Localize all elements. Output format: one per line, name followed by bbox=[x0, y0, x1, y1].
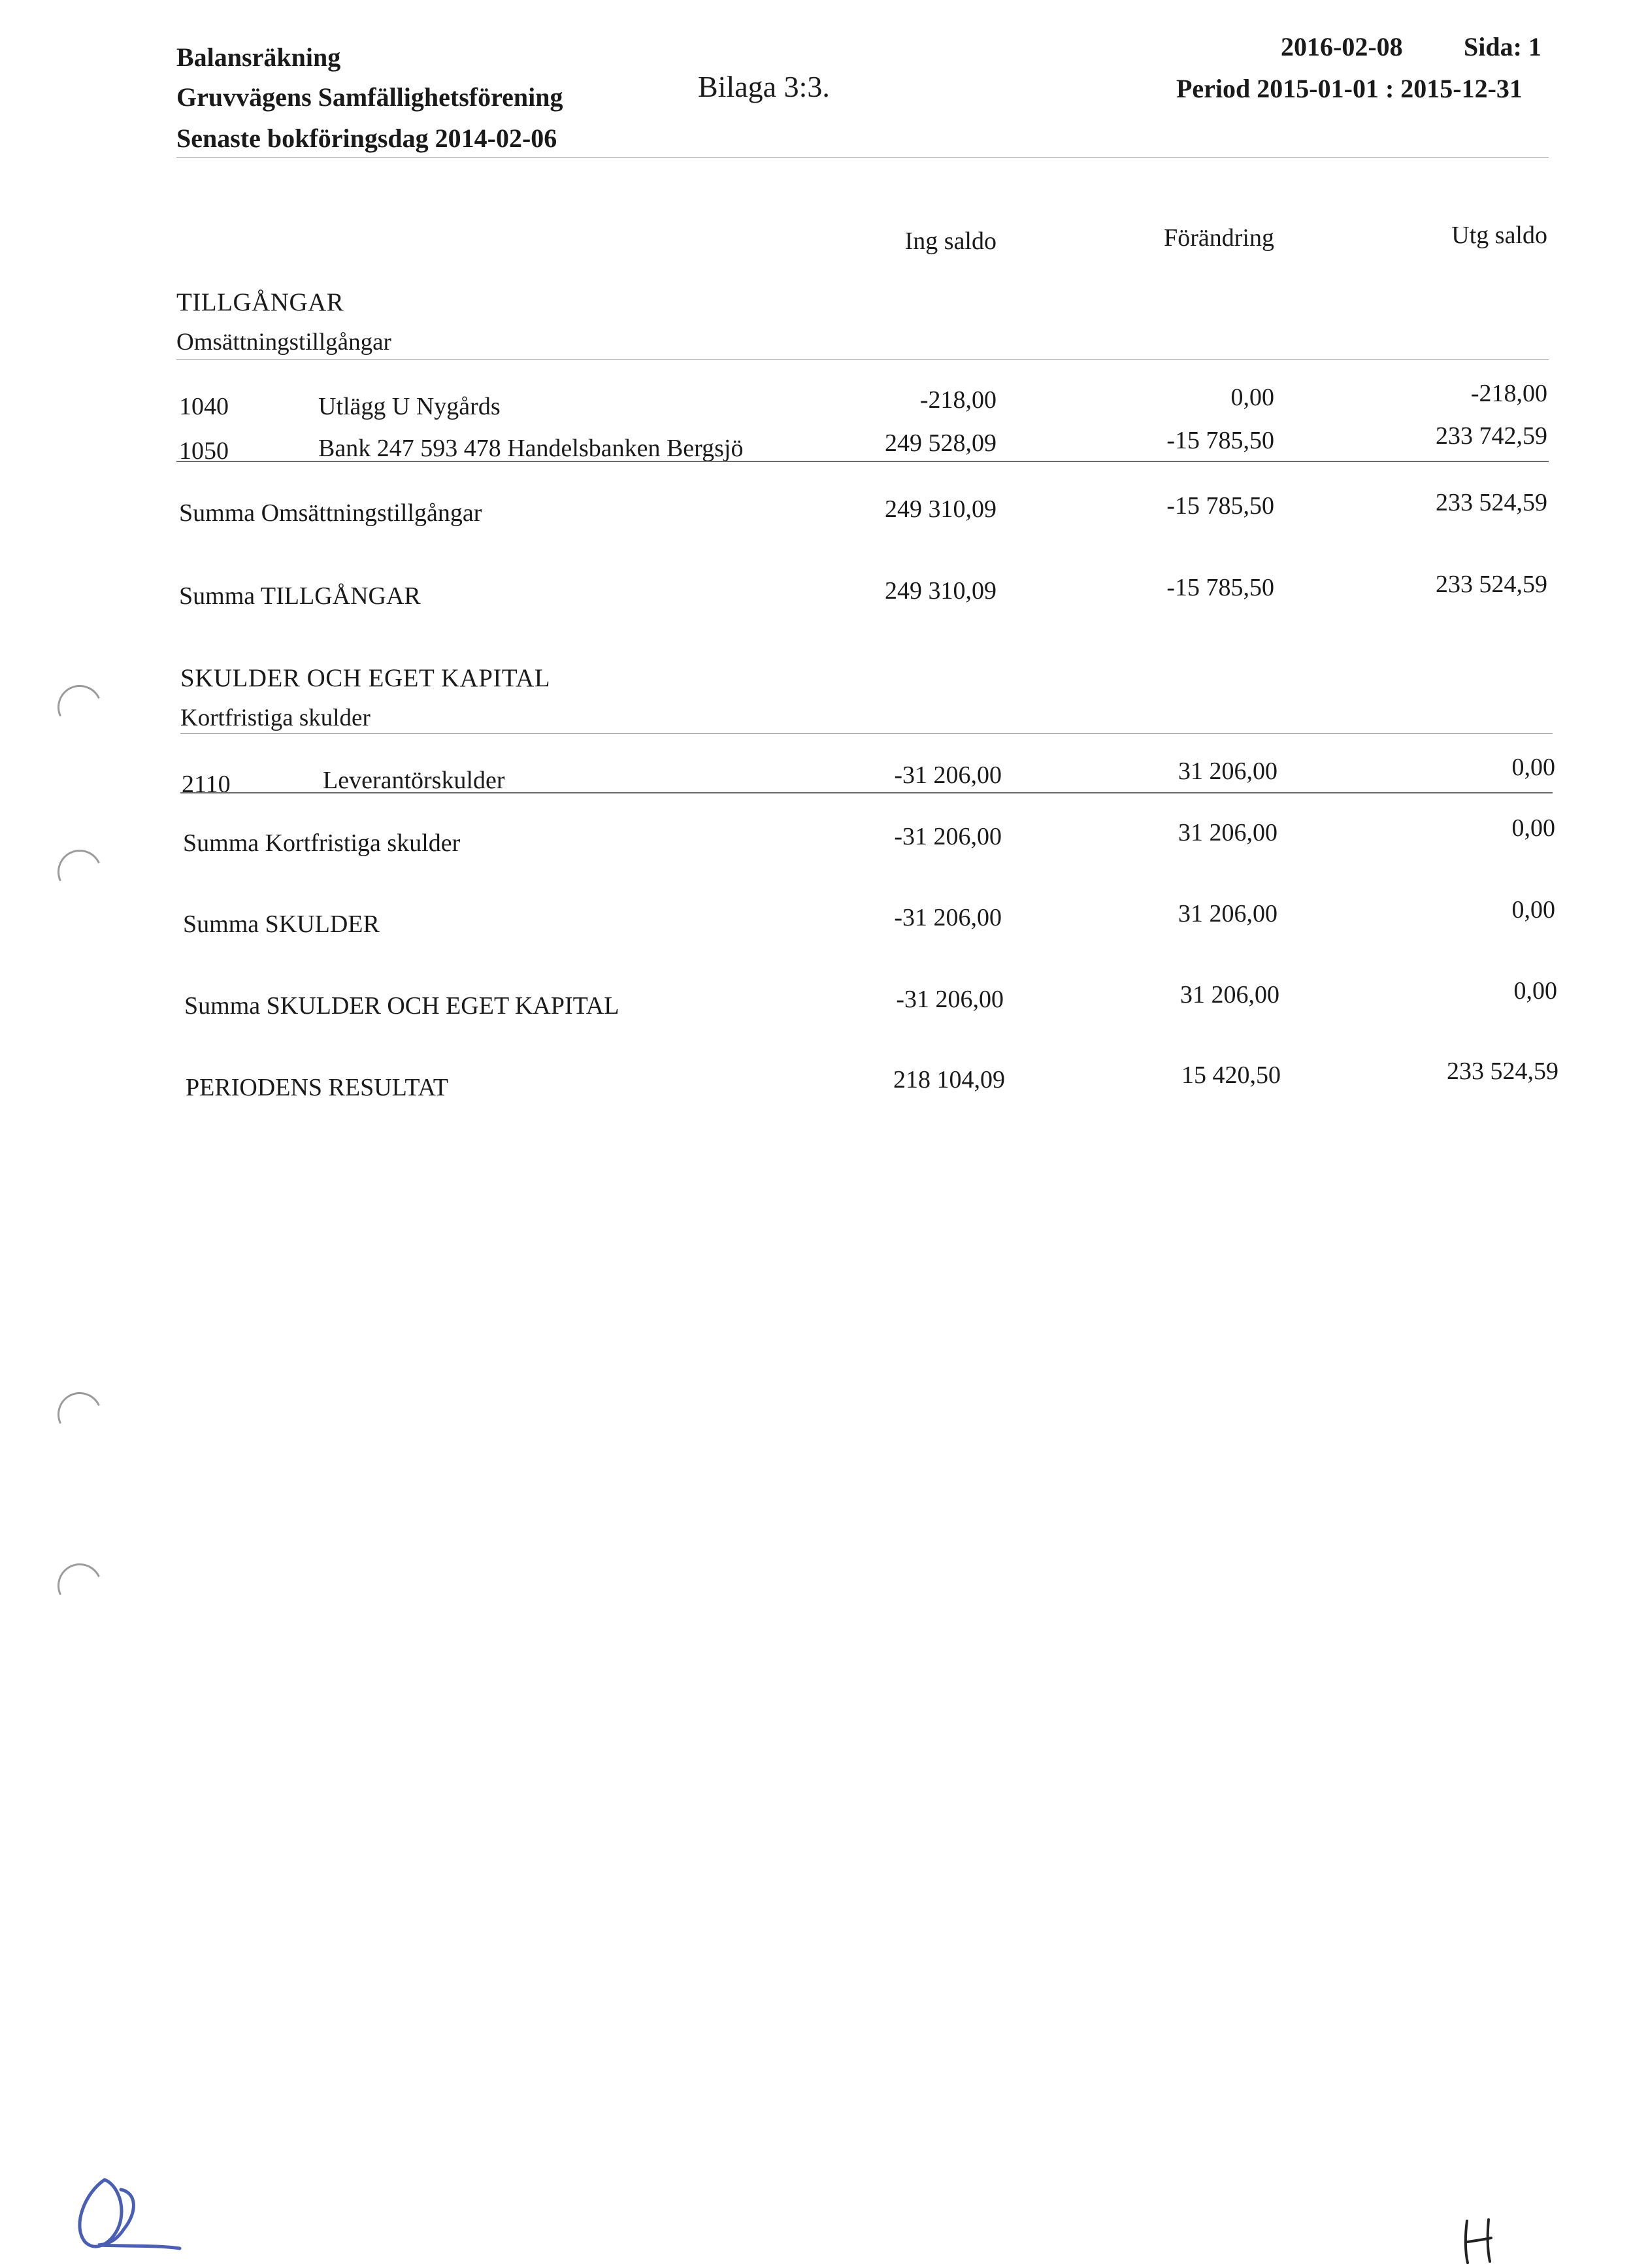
sum-change: 31 206,00 bbox=[1178, 900, 1277, 927]
sum-label: Summa TILLGÅNGAR bbox=[179, 582, 421, 610]
sum-opening: -31 206,00 bbox=[894, 904, 1002, 931]
last-entry-date: Senaste bokföringsdag 2014-02-06 bbox=[176, 124, 557, 153]
opening-balance: 249 528,09 bbox=[885, 429, 997, 457]
sum-closing: 0,00 bbox=[1511, 814, 1555, 842]
sum-opening: 249 310,09 bbox=[885, 495, 997, 523]
opening-balance: -218,00 bbox=[919, 386, 997, 414]
account-number: 2110 bbox=[182, 771, 231, 798]
sum-label: Summa Omsättningstillgångar bbox=[179, 499, 482, 527]
header-divider bbox=[176, 157, 1549, 158]
attachment-label: Bilaga 3:3. bbox=[698, 70, 830, 103]
result-opening: 218 104,09 bbox=[893, 1066, 1005, 1093]
sum-closing: 233 524,59 bbox=[1436, 489, 1547, 516]
account-number: 1040 bbox=[179, 393, 229, 420]
sum-change: 31 206,00 bbox=[1178, 819, 1277, 846]
opening-balance: -31 206,00 bbox=[894, 761, 1002, 789]
account-number: 1050 bbox=[179, 437, 229, 465]
period-range: Period 2015-01-01 : 2015-12-31 bbox=[1176, 74, 1523, 103]
section-heading-liabilities: SKULDER OCH EGET KAPITAL bbox=[180, 664, 551, 692]
print-date: 2016-02-08 bbox=[1281, 32, 1403, 61]
divider bbox=[176, 359, 1549, 360]
column-closing-balance: Utg saldo bbox=[1451, 222, 1547, 249]
page-number: Sida: 1 bbox=[1464, 32, 1541, 61]
organisation-name: Gruvvägens Samfällighetsförening bbox=[176, 82, 563, 112]
handwritten-initials-left bbox=[59, 2167, 189, 2258]
account-name: Utlägg U Nygårds bbox=[318, 393, 501, 420]
change-amount: -15 785,50 bbox=[1166, 427, 1274, 454]
sum-change: 31 206,00 bbox=[1180, 981, 1279, 1009]
punch-hole bbox=[51, 1386, 108, 1443]
change-amount: 0,00 bbox=[1230, 384, 1274, 411]
result-label: PERIODENS RESULTAT bbox=[186, 1074, 448, 1101]
column-change: Förändring bbox=[1164, 224, 1274, 252]
closing-balance: 233 742,59 bbox=[1436, 422, 1547, 450]
report-title: Balansräkning bbox=[176, 42, 341, 72]
punch-hole bbox=[51, 1557, 108, 1614]
sum-label: Summa SKULDER bbox=[183, 910, 380, 938]
sum-change: -15 785,50 bbox=[1166, 492, 1274, 520]
closing-balance: -218,00 bbox=[1470, 380, 1547, 407]
sum-opening: 249 310,09 bbox=[885, 577, 997, 605]
divider bbox=[180, 733, 1553, 734]
account-name: Bank 247 593 478 Handelsbanken Bergsjö bbox=[318, 435, 744, 462]
sum-opening: -31 206,00 bbox=[894, 823, 1002, 850]
closing-balance: 0,00 bbox=[1511, 754, 1555, 781]
result-closing: 233 524,59 bbox=[1447, 1058, 1558, 1085]
sum-label: Summa Kortfristiga skulder bbox=[183, 829, 461, 857]
divider bbox=[180, 792, 1553, 793]
result-change: 15 420,50 bbox=[1181, 1061, 1281, 1089]
divider bbox=[176, 461, 1549, 462]
column-opening-balance: Ing saldo bbox=[904, 227, 997, 255]
subheading-short-term-debts: Kortfristiga skulder bbox=[180, 705, 371, 731]
punch-hole bbox=[51, 843, 108, 900]
punch-hole bbox=[51, 678, 108, 735]
subheading-current-assets: Omsättningstillgångar bbox=[176, 329, 391, 356]
sum-closing: 0,00 bbox=[1513, 977, 1557, 1005]
section-heading-assets: TILLGÅNGAR bbox=[176, 288, 344, 316]
sum-closing: 233 524,59 bbox=[1436, 571, 1547, 598]
change-amount: 31 206,00 bbox=[1178, 758, 1277, 785]
sum-label: Summa SKULDER OCH EGET KAPITAL bbox=[184, 992, 619, 1020]
sum-closing: 0,00 bbox=[1511, 896, 1555, 924]
sum-change: -15 785,50 bbox=[1166, 574, 1274, 601]
account-name: Leverantörskulder bbox=[323, 767, 505, 794]
handwritten-initials-right bbox=[1457, 2216, 1503, 2268]
sum-opening: -31 206,00 bbox=[896, 986, 1004, 1013]
